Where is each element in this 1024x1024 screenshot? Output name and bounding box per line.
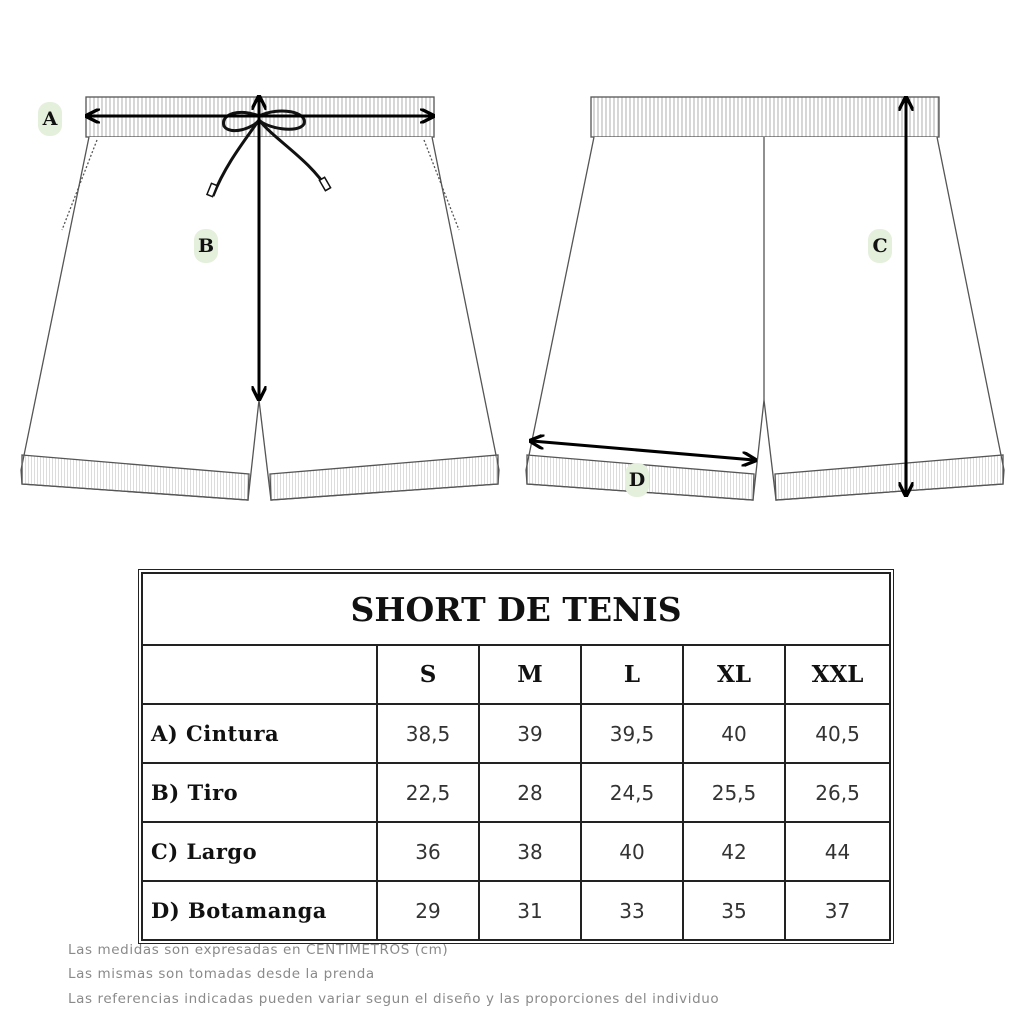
measure-label-c: C — [868, 229, 892, 263]
cell-value: 25,5 — [683, 763, 785, 822]
row-label-largo: C) Largo — [142, 822, 377, 881]
table-row-cintura — [142, 704, 890, 763]
table-title: SHORT DE TENIS — [142, 573, 890, 645]
table-row-largo — [142, 822, 890, 881]
measure-label-a: A — [38, 102, 62, 136]
size-header-row — [142, 645, 890, 704]
cell-value: 28 — [479, 763, 581, 822]
note-units: Las medidas son expresadas en CENTIMETROS (cm) — [68, 942, 449, 958]
size-header-xl: XL — [683, 645, 785, 704]
cell-value: 40 — [581, 822, 683, 881]
note-measurement-source: Las mismas son tomadas desde la prenda — [68, 966, 375, 982]
cell-value: 35 — [683, 881, 785, 940]
cell-value: 26,5 — [785, 763, 890, 822]
cell-value: 38,5 — [377, 704, 479, 763]
measure-label-b: B — [194, 229, 218, 263]
cell-value: 36 — [377, 822, 479, 881]
cell-value: 29 — [377, 881, 479, 940]
row-label-botamanga: D) Botamanga — [142, 881, 377, 940]
row-label-tiro: B) Tiro — [142, 763, 377, 822]
back-view-shorts — [526, 97, 1004, 500]
cell-value: 33 — [581, 881, 683, 940]
size-header-xxl: XXL — [785, 645, 890, 704]
size-header-s: S — [377, 645, 479, 704]
cell-value: 42 — [683, 822, 785, 881]
table-row-botamanga — [142, 881, 890, 940]
cell-value: 39,5 — [581, 704, 683, 763]
size-header-l: L — [581, 645, 683, 704]
cell-value: 39 — [479, 704, 581, 763]
back-waistband — [591, 97, 939, 137]
cell-value: 40 — [683, 704, 785, 763]
measure-label-d: D — [625, 463, 649, 497]
table-row-tiro — [142, 763, 890, 822]
row-label-cintura: A) Cintura — [142, 704, 377, 763]
cell-value: 22,5 — [377, 763, 479, 822]
size-header-m: M — [479, 645, 581, 704]
cell-value: 31 — [479, 881, 581, 940]
table-title-row — [142, 573, 890, 645]
cell-value: 44 — [785, 822, 890, 881]
header-empty-cell — [142, 645, 377, 704]
cell-value: 38 — [479, 822, 581, 881]
size-chart-table — [141, 572, 891, 941]
cell-value: 37 — [785, 881, 890, 940]
cell-value: 40,5 — [785, 704, 890, 763]
cell-value: 24,5 — [581, 763, 683, 822]
note-disclaimer: Las referencias indicadas pueden variar segun el diseño y las proporciones del individuo — [68, 991, 720, 1007]
